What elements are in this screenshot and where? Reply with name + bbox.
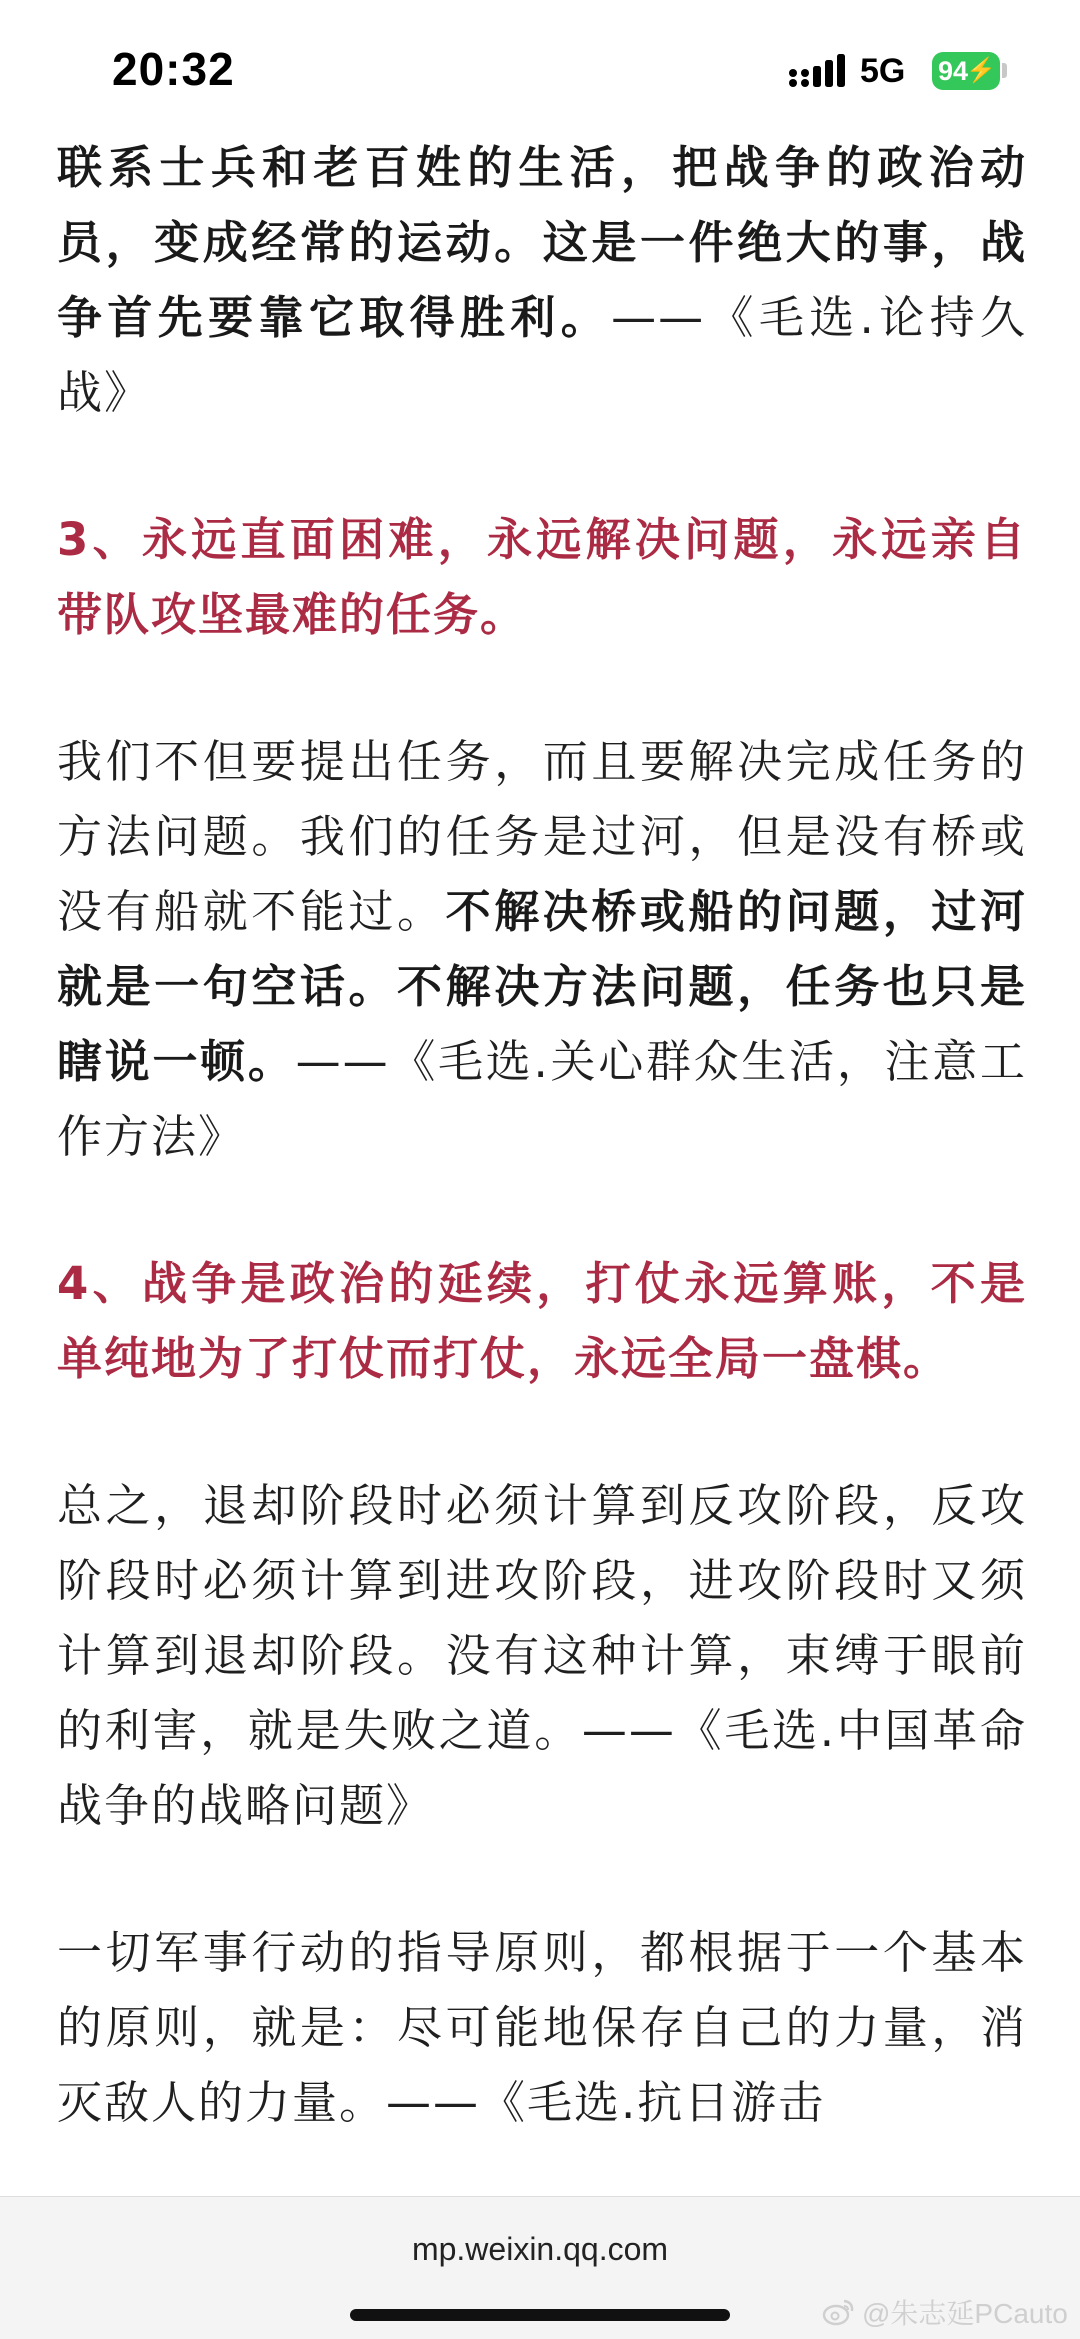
status-bar [0, 0, 1080, 130]
weibo-icon [822, 2298, 856, 2326]
weibo-watermark [822, 2296, 1068, 2328]
plain-text: 一切军事行动的指导原则，都根据于一个基本的原则，就是：尽可能地保存自己的力量，消灭敌人的力量。——《毛选.抗日游击 [57, 1926, 1027, 2129]
plain-text: 我们不但要提出任务，而且要解决完成任务的方法问题。我们的任务是过河，但是没有桥或没有船就不能过。 [57, 735, 1027, 938]
body-paragraph [57, 130, 1027, 430]
plain-text: 总之，退却阶段时必须计算到反攻阶段，反攻阶段时必须计算到进攻阶段，进攻阶段时又须计算到退却阶段。没有这种计算，束缚于眼前的利害，就是失败之道。——《毛选.中国革命战争的战略问题》 [57, 1479, 1027, 1832]
battery-level: 94 [938, 56, 969, 86]
body-paragraph [57, 724, 1027, 1174]
cellular-signal-icon [788, 52, 846, 90]
heading-text: 3、永远直面困难，永远解决问题，永远亲自带队攻坚最难的任务。 [57, 513, 1027, 641]
charging-bolt-icon: ⚡ [966, 57, 996, 84]
plain-text: ——《毛选.关心群众生活，注意工作方法》 [57, 1035, 1027, 1163]
url-text[interactable]: mp.weixin.qq.com [411, 2231, 669, 2267]
section-heading [57, 502, 1027, 652]
status-time: 20:32 [112, 43, 235, 95]
battery-icon [932, 52, 1000, 90]
body-paragraph [57, 1915, 1027, 2140]
section-heading [57, 1246, 1027, 1396]
heading-text: 4、战争是政治的延续，打仗永远算账，不是单纯地为了打仗而打仗，永远全局一盘棋。 [57, 1257, 1027, 1385]
article-content [57, 130, 1027, 2140]
watermark-text: @朱志延PCauto [862, 2298, 1068, 2329]
bold-text: 不解决桥或船的问题，过河就是一句空话。不解决方法问题，任务也只是瞎说一顿。 [57, 885, 1027, 1088]
body-paragraph [57, 1468, 1027, 1843]
bold-text: 联系士兵和老百姓的生活，把战争的政治动员，变成经常的运动。这是一件绝大的事，战争首先要靠它取得胜利。 [57, 141, 1027, 344]
plain-text: ——《毛选.论持久战》 [57, 291, 1027, 419]
battery-tip [1002, 63, 1007, 78]
home-indicator[interactable] [350, 2309, 730, 2321]
network-type: 5G [860, 52, 906, 90]
